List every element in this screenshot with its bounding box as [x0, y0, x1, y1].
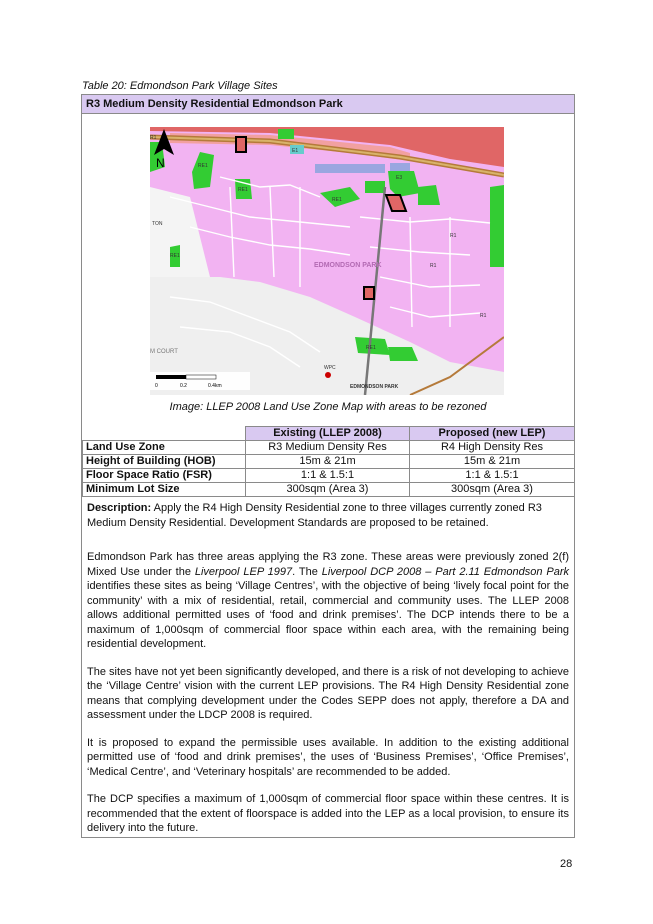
zone-label: RE1 [366, 345, 376, 351]
proposed-value: 1:1 & 1.5:1 [410, 469, 575, 483]
paragraph-text: . The [292, 565, 322, 578]
zone-label: RE1 [170, 253, 180, 259]
suburb-label: EDMONDSON PARK [314, 262, 382, 269]
paragraph: The sites have not yet been significantly developed, and there is a risk of not developing to achieve the ‘Village Centre’ vision with the current LEP provisions. The R4 High Density Residential zone means that complying development under the Codes SEPP does not apply, therefore a DA and assessment under the LDCP 2008 is required. [87, 665, 569, 721]
table-row [83, 469, 575, 483]
table-header-row [83, 427, 575, 441]
existing-value: R3 Medium Density Res [246, 441, 410, 455]
document-reference: Liverpool DCP 2008 – Part 2.11 Edmondson Park [321, 565, 569, 578]
zone-label: E1 [292, 148, 299, 154]
zone-label: E3 [396, 175, 403, 181]
table-row [83, 483, 575, 497]
section-header: R3 Medium Density Residential Edmondson Park [82, 95, 574, 114]
paragraph [87, 550, 569, 652]
table-row [83, 455, 575, 469]
row-label: Height of Building (HOB) [83, 455, 246, 469]
land-use-zone-map [150, 127, 504, 395]
place-label: TON [152, 221, 163, 227]
existing-value: 300sqm (Area 3) [246, 483, 410, 497]
row-label: Land Use Zone [83, 441, 246, 455]
zone-label: R1 [480, 313, 487, 319]
row-label: Minimum Lot Size [83, 483, 246, 497]
road-highlight [315, 164, 385, 173]
zone-label: RE1 [238, 187, 248, 193]
svg-text:0.4km: 0.4km [208, 383, 222, 389]
proposed-value: R4 High Density Res [410, 441, 575, 455]
paragraph-text: identifies these sites as being ‘Village Centres’, with the objective of being ‘lively focal point for the community’ with a mix of residential, retail, commercial and community uses. The LLEP 2008 allows additional permitted uses of ‘food and drink premises’. The DCP intends there to be a maximum of 1,000sqm of commercial floor space within each area, with the remaining being residential development. [87, 580, 569, 650]
svg-text:0.2: 0.2 [180, 383, 187, 389]
zone-label: R1 [150, 135, 157, 141]
row-label: Floor Space Ratio (FSR) [83, 469, 246, 483]
proposed-value: 15m & 21m [410, 455, 575, 469]
rezoned-site-marker [236, 137, 246, 152]
zone-label: R1 [450, 233, 457, 239]
table-header-blank [83, 427, 246, 441]
svg-text:0: 0 [155, 383, 158, 389]
column-header-existing: Existing (LLEP 2008) [246, 427, 410, 441]
zone-label: R1 [430, 263, 437, 269]
place-label: EDMONDSON PARK [350, 384, 399, 390]
column-header-proposed: Proposed (new LEP) [410, 427, 575, 441]
proposed-value: 300sqm (Area 3) [410, 483, 575, 497]
map-image-caption: Image: LLEP 2008 Land Use Zone Map with areas to be rezoned [169, 401, 487, 413]
zone-comparison-table [82, 426, 575, 497]
description-text: Apply the R4 High Density Residential zone to three villages currently zoned R3 Medium Density Residential. Development Standards are proposed to be retained. [87, 502, 542, 529]
existing-value: 15m & 21m [246, 455, 410, 469]
scale-bar [150, 372, 250, 390]
north-label: N [156, 156, 165, 170]
station-icon [325, 372, 331, 378]
village-sites-table [81, 94, 575, 838]
description-label: Description: [87, 502, 152, 514]
page-number: 28 [560, 858, 573, 870]
table-row [83, 441, 575, 455]
zone-label: RE1 [198, 163, 208, 169]
paragraph: The DCP specifies a maximum of 1,000sqm of commercial floor space within these centres. It is recommended that the extent of floorspace is added into the LEP as a local provision, to ensure its delivery into the future. [87, 793, 569, 834]
existing-value: 1:1 & 1.5:1 [246, 469, 410, 483]
rezoned-site-marker [364, 287, 374, 299]
paragraph-text: Edmondson Park has three areas applying the R3 zone. These areas were previously zoned 2(f) Mixed Use under the [87, 551, 569, 578]
description-paragraph [87, 501, 569, 530]
place-label: M COURT [150, 349, 178, 355]
place-label: WPC [324, 365, 336, 371]
table-caption: Table 20: Edmondson Park Village Sites [82, 80, 278, 92]
zone-label: RE1 [332, 197, 342, 203]
document-reference: Liverpool LEP 1997 [194, 565, 293, 578]
description-body [87, 501, 569, 849]
paragraph: It is proposed to expand the permissible uses available. In addition to the existing additional permitted use of ‘food and drink premises’, the uses of ‘Business Premises’, ‘Office Premises’, ‘Medical Centre’, and ‘Veterinary hospitals’ are recommended to be added. [87, 736, 569, 778]
